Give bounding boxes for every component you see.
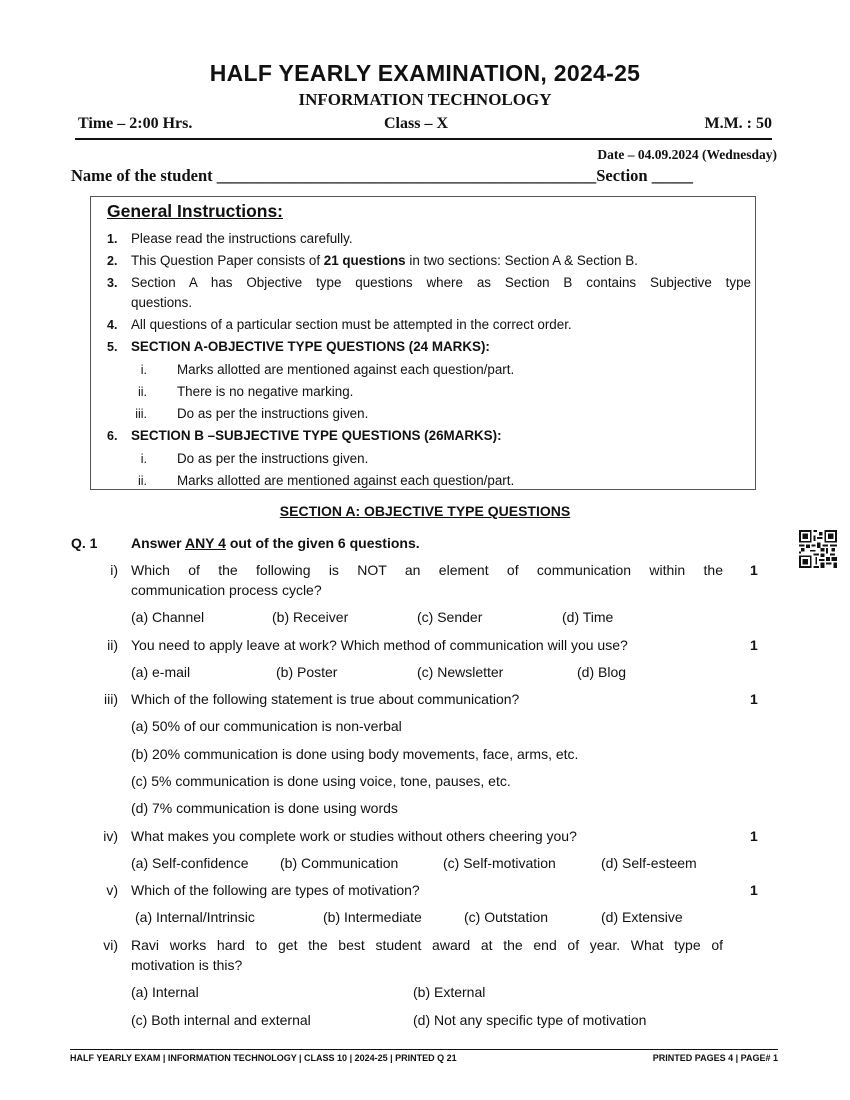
footer-divider [70,1049,778,1050]
footer-page-info: PRINTED PAGES 4 | PAGE# 1 [652,1053,778,1063]
sub-number: iii. [135,407,147,421]
option-c: (c) Both internal and external [131,1012,311,1028]
marks-label: 1 [750,691,758,707]
sub-instruction: Marks allotted are mentioned against each question/part. [177,473,515,488]
option-a: (a) Internal/Intrinsic [135,909,255,925]
question-text: What makes you complete work or studies without others cheering you? [131,828,577,844]
marks-label: 1 [750,637,758,653]
general-instructions-box [90,196,756,490]
option-b: (b) 20% communication is done using body movements, face, arms, etc. [131,746,579,762]
sub-number: ii. [137,385,147,399]
option-d: (d) Extensive [601,909,683,925]
instruction-item: SECTION A-OBJECTIVE TYPE QUESTIONS (24 MARKS): [131,339,490,354]
name-field[interactable]: ______________________________________________ [216,166,597,185]
option-c: (c) Self-motivation [443,855,556,871]
sub-instruction: Marks allotted are mentioned against each question/part. [177,362,515,377]
option-a: (a) 50% of our communication is non-verbal [131,718,402,734]
class-label: Class – X [384,115,449,132]
option-d: (d) 7% communication is done using words [131,800,398,816]
sub-instruction: There is no negative marking. [177,384,354,399]
instruction-item: SECTION B –SUBJECTIVE TYPE QUESTIONS (26MARKS): [131,428,502,443]
sub-number: ii. [137,474,147,488]
question-text: Ravi works hard to get the best student award at the end of year. What type of [131,937,723,953]
option-c: (c) Newsletter [417,664,504,680]
instruction-item: Section A has Objective type questions where as Section B contains Subjective type [131,275,751,290]
option-d: (d) Time [562,609,614,625]
instruction-number: 4. [107,318,118,332]
instruction-item-cont: questions. [131,295,193,310]
question-instruction: Answer ANY 4 out of the given 6 questions. [131,535,420,551]
exam-date: Date – 04.09.2024 (Wednesday) [597,147,777,162]
option-c: (c) Outstation [464,909,549,925]
question-text-cont: communication process cycle? [131,582,322,598]
question-text: Which of the following statement is true about communication? [131,691,520,707]
name-label: Name of the student [71,166,213,185]
option-a: (a) Self-confidence [131,855,249,871]
option-b: (b) Receiver [272,609,349,625]
question-text: Which of the following is NOT an element of communication within the [131,562,723,578]
exam-title: HALF YEARLY EXAMINATION, 2024-25 [209,60,641,86]
question-text: You need to apply leave at work? Which method of communication will you use? [131,637,628,653]
sub-number: i. [140,363,147,377]
part-number: iii) [104,691,118,707]
option-b: (b) Poster [276,664,338,680]
page-footer [70,1053,778,1067]
question-text-cont: motivation is this? [131,957,243,973]
option-b: (b) Communication [280,855,399,871]
student-name-row [71,166,771,186]
instruction-number: 5. [107,340,118,354]
option-d: (d) Self-esteem [601,855,697,871]
time-allowed: Time – 2:00 Hrs. [78,115,193,132]
option-a: (a) Internal [131,984,199,1000]
part-number: ii) [107,637,118,653]
part-number: vi) [103,937,118,953]
part-number: v) [106,882,118,898]
option-d: (d) Not any specific type of motivation [413,1012,647,1028]
marks-label: 1 [750,562,758,578]
max-marks: M.M. : 50 [704,115,772,132]
header-divider [75,138,772,140]
marks-label: 1 [750,882,758,898]
part-number: i) [110,562,118,578]
subject-title: INFORMATION TECHNOLOGY [298,90,552,109]
instruction-item: All questions of a particular section must be attempted in the correct order. [131,317,572,332]
instruction-item: Please read the instructions carefully. [131,231,353,246]
option-d: (d) Blog [577,664,627,680]
part-number: iv) [103,828,118,844]
instructions-heading: General Instructions: [107,201,284,221]
option-a: (a) e-mail [131,664,191,680]
instruction-number: 2. [107,254,118,268]
sub-instruction: Do as per the instructions given. [177,451,369,466]
option-c: (c) Sender [417,609,483,625]
option-c: (c) 5% communication is done using voice, tone, pauses, etc. [131,773,511,789]
marks-label: 1 [750,828,758,844]
sub-instruction: Do as per the instructions given. [177,406,369,421]
exam-meta-row [78,115,772,137]
instruction-number: 6. [107,429,118,443]
instruction-number: 3. [107,276,118,290]
section-label: Section [596,166,648,185]
question-text: Which of the following are types of motivation? [131,882,420,898]
sub-number: i. [140,452,147,466]
option-b: (b) External [413,984,486,1000]
option-b: (b) Intermediate [323,909,422,925]
section-field[interactable]: _____ [651,166,693,185]
instruction-number: 1. [107,232,118,246]
option-a: (a) Channel [131,609,205,625]
question-number: Q. 1 [71,535,98,551]
instruction-item: This Question Paper consists of 21 questions in two sections: Section A & Section B. [131,253,638,268]
section-a-title: SECTION A: OBJECTIVE TYPE QUESTIONS [279,503,571,519]
footer-left: HALF YEARLY EXAM | INFORMATION TECHNOLOGY | CLASS 10 | 2024-25 | PRINTED Q 21 [70,1053,457,1063]
qr-code-icon [799,530,837,568]
